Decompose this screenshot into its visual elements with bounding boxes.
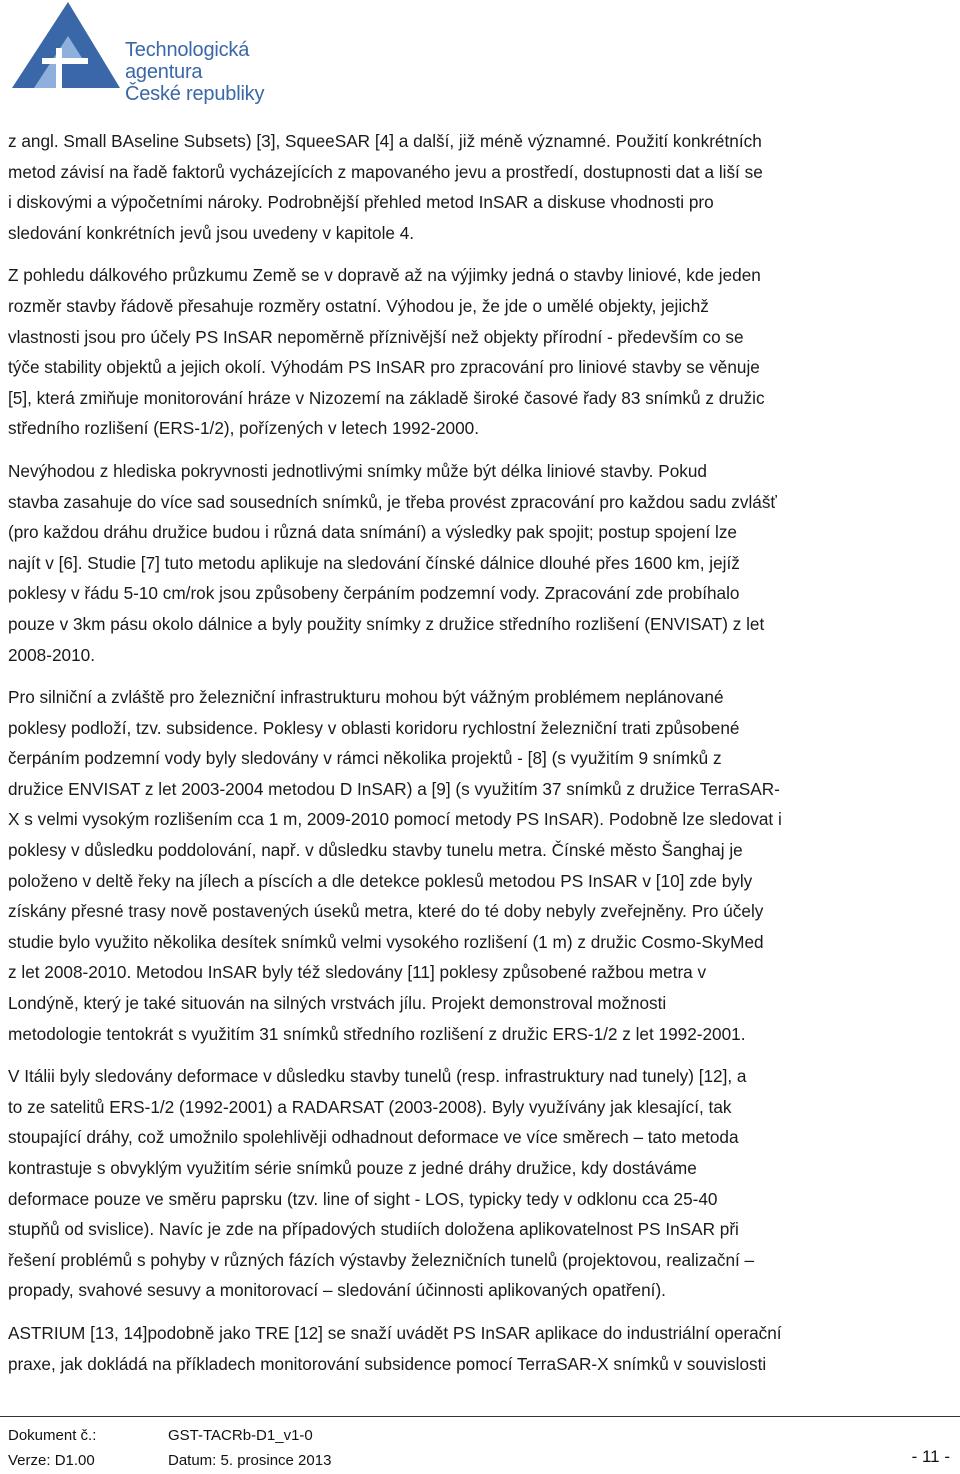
page-footer [0,1416,960,1474]
text-line: V Itálii byly sledovány deformace v důsledku stavby tunelů (resp. infrastruktury nad tunely) [12], a [8,1066,747,1087]
paragraph-2 [8,260,956,444]
text-line: (pro každou dráhu družice budou i různá data snímání) a výsledky pak spojit; postup spojení lze [8,522,737,543]
text-line: to ze satelitů ERS-1/2 (1992-2001) a RADARSAT (2003-2008). Byly využívány jak klesající, tak [8,1096,732,1117]
text-line: studie bylo využito několika desítek snímků velmi vysokého rozlišení (1 m) z družic Cosmo-SkyMed [8,931,764,952]
text-line: týče stability objektů a jejich okolí. Výhodám PS InSAR pro zpracování pro liniové stavby se věnuje [8,357,760,378]
text-line: Londýně, který je také situován na silných vrstvách jílu. Projekt demonstroval možnosti [8,993,667,1014]
text-line: čerpáním podzemní vody byly sledovány v rámci několika projektů - [8] (s využitím 9 snímků z [8,748,722,769]
text-line: stoupající dráhy, což umožnilo spolehlivěji odhadnout deformace ve více směrech – tato metoda [8,1127,739,1148]
text-line: sledování konkrétních jevů jsou uvedeny v kapitole 4. [8,222,415,243]
text-line: propady, svahové sesuvy a monitorovací – sledování účinnosti aplikovaných opatření). [8,1280,666,1301]
paragraph-6 [8,1318,956,1379]
text-line: X s velmi vysokým rozlišením cca 1 m, 2009-2010 pomocí metody PS InSAR). Podobně lze sledovat i [8,809,782,830]
paragraph-3 [8,456,956,670]
logo [12,0,272,105]
text-line: rozměr stavby řádově přesahuje rozměry ostatní. Výhodou je, že jde o umělé objekty, jejichž [8,295,709,316]
paragraph-1 [8,126,956,248]
document-body [8,126,956,1391]
text-line: poklesy v řádu 5-10 cm/rok jsou způsobeny čerpáním podzemní vody. Zpracování zde probíhalo [8,583,740,604]
text-line: praxe, jak dokládá na příkladech monitorování subsidence pomocí TerraSAR-X snímků v souvislosti [8,1353,767,1374]
page-number: - 11 - [911,1447,950,1466]
text-line: i diskovými a výpočetními nároky. Podrobnější přehled metod InSAR a diskuse vhodnosti pro [8,192,714,213]
logo-text [125,39,272,105]
tacr-logo-icon [12,0,124,92]
text-line: 2008-2010. [8,644,95,665]
text-line: pouze v 3km pásu okolo dálnice a byly použity snímky z družice středního rozlišení (ENVISAT) z let [8,613,765,634]
paragraph-4 [8,682,956,1049]
text-line: položeno v deltě řeky na jílech a píscích a dle detekce poklesů metodou PS InSAR v [10] zde byly [8,870,753,891]
text-line: Z pohledu dálkového průzkumu Země se v dopravě až na výjimky jedná o stavby liniové, kde jeden [8,265,761,286]
version-label: Verze: D1.00 [8,1452,95,1469]
text-line: poklesy podloží, tzv. subsidence. Poklesy v oblasti koridoru rychlostní železniční trati způsobené [8,717,740,738]
text-line: z let 2008-2010. Metodou InSAR byly též sledovány [11] poklesy způsobené ražbou metra v [8,962,707,983]
document-id: GST-TACRb-D1_v1-0 [168,1427,313,1444]
logo-line-2: České republiky [125,83,265,105]
text-line: stupňů od svislice). Navíc je zde na případových studiích doložena aplikovatelnost PS InSAR při [8,1219,739,1240]
text-line: deformace pouze ve směru paprsku (tzv. line of sight - LOS, typicky tedy v odklonu cca 25-40 [8,1188,718,1209]
paragraph-5 [8,1061,956,1306]
text-line: z angl. Small BAseline Subsets) [3], SqueeSAR [4] a další, již méně významné. Použití konkrétních [8,131,762,151]
text-line: stavba zasahuje do více sad sousedních snímků, je třeba provést zpracování pro každou sadu zvlášť [8,491,777,512]
text-line: Nevýhodou z hlediska pokryvnosti jednotlivými snímky může být délka liniové stavby. Pokud [8,460,707,481]
text-line: poklesy v důsledku poddolování, např. v důsledku stavby tunelu metra. Čínské město Šanghaj je [8,840,743,861]
logo-line-1: Technologická agentura [125,39,250,83]
document-label: Dokument č.: [8,1427,97,1444]
text-line: Pro silniční a zvláště pro železniční infrastrukturu mohou být vážným problémem neplánované [8,687,724,708]
text-line: získány přesné trasy nově postavených úseků metra, které do té doby nebyly zveřejněny. Pro účely [8,901,764,922]
text-line: metodologie tentokrát s využitím 31 snímků středního rozlišení z družic ERS-1/2 z let 1992-2001. [8,1023,746,1044]
text-line: ASTRIUM [13, 14]podobně jako TRE [12] se snaží uvádět PS InSAR aplikace do industriální operační [8,1322,782,1343]
text-line: vlastnosti jsou pro účely PS InSAR nepoměrně příznivější než objekty přírodní - především co se [8,326,744,347]
text-line: družice ENVISAT z let 2003-2004 metodou D InSAR) a [9] (s využitím 37 snímků z družice TerraSAR- [8,778,780,799]
text-line: řešení problémů s pohyby v různých fázích výstavby železničních tunelů (projektovou, realizační – [8,1249,755,1270]
text-line: středního rozlišení (ERS-1/2), pořízených v letech 1992-2000. [8,418,479,439]
text-line: kontrastuje s obvyklým využitím série snímků pouze z jedné dráhy družice, kdy dostáváme [8,1158,697,1178]
text-line: [5], která zmiňuje monitorování hráze v Nizozemí na základě široké časové řady 83 snímků z družic [8,387,765,408]
date-label: Datum: 5. prosince 2013 [168,1452,332,1469]
text-line: metod závisí na řadě faktorů vycházejících z mapovaného jevu a prostředí, dostupnosti dat a liší se [8,161,763,182]
text-line: najít v [6]. Studie [7] tuto metodu aplikuje na sledování čínské dálnice dlouhé přes 1600 km, jejíž [8,552,740,573]
